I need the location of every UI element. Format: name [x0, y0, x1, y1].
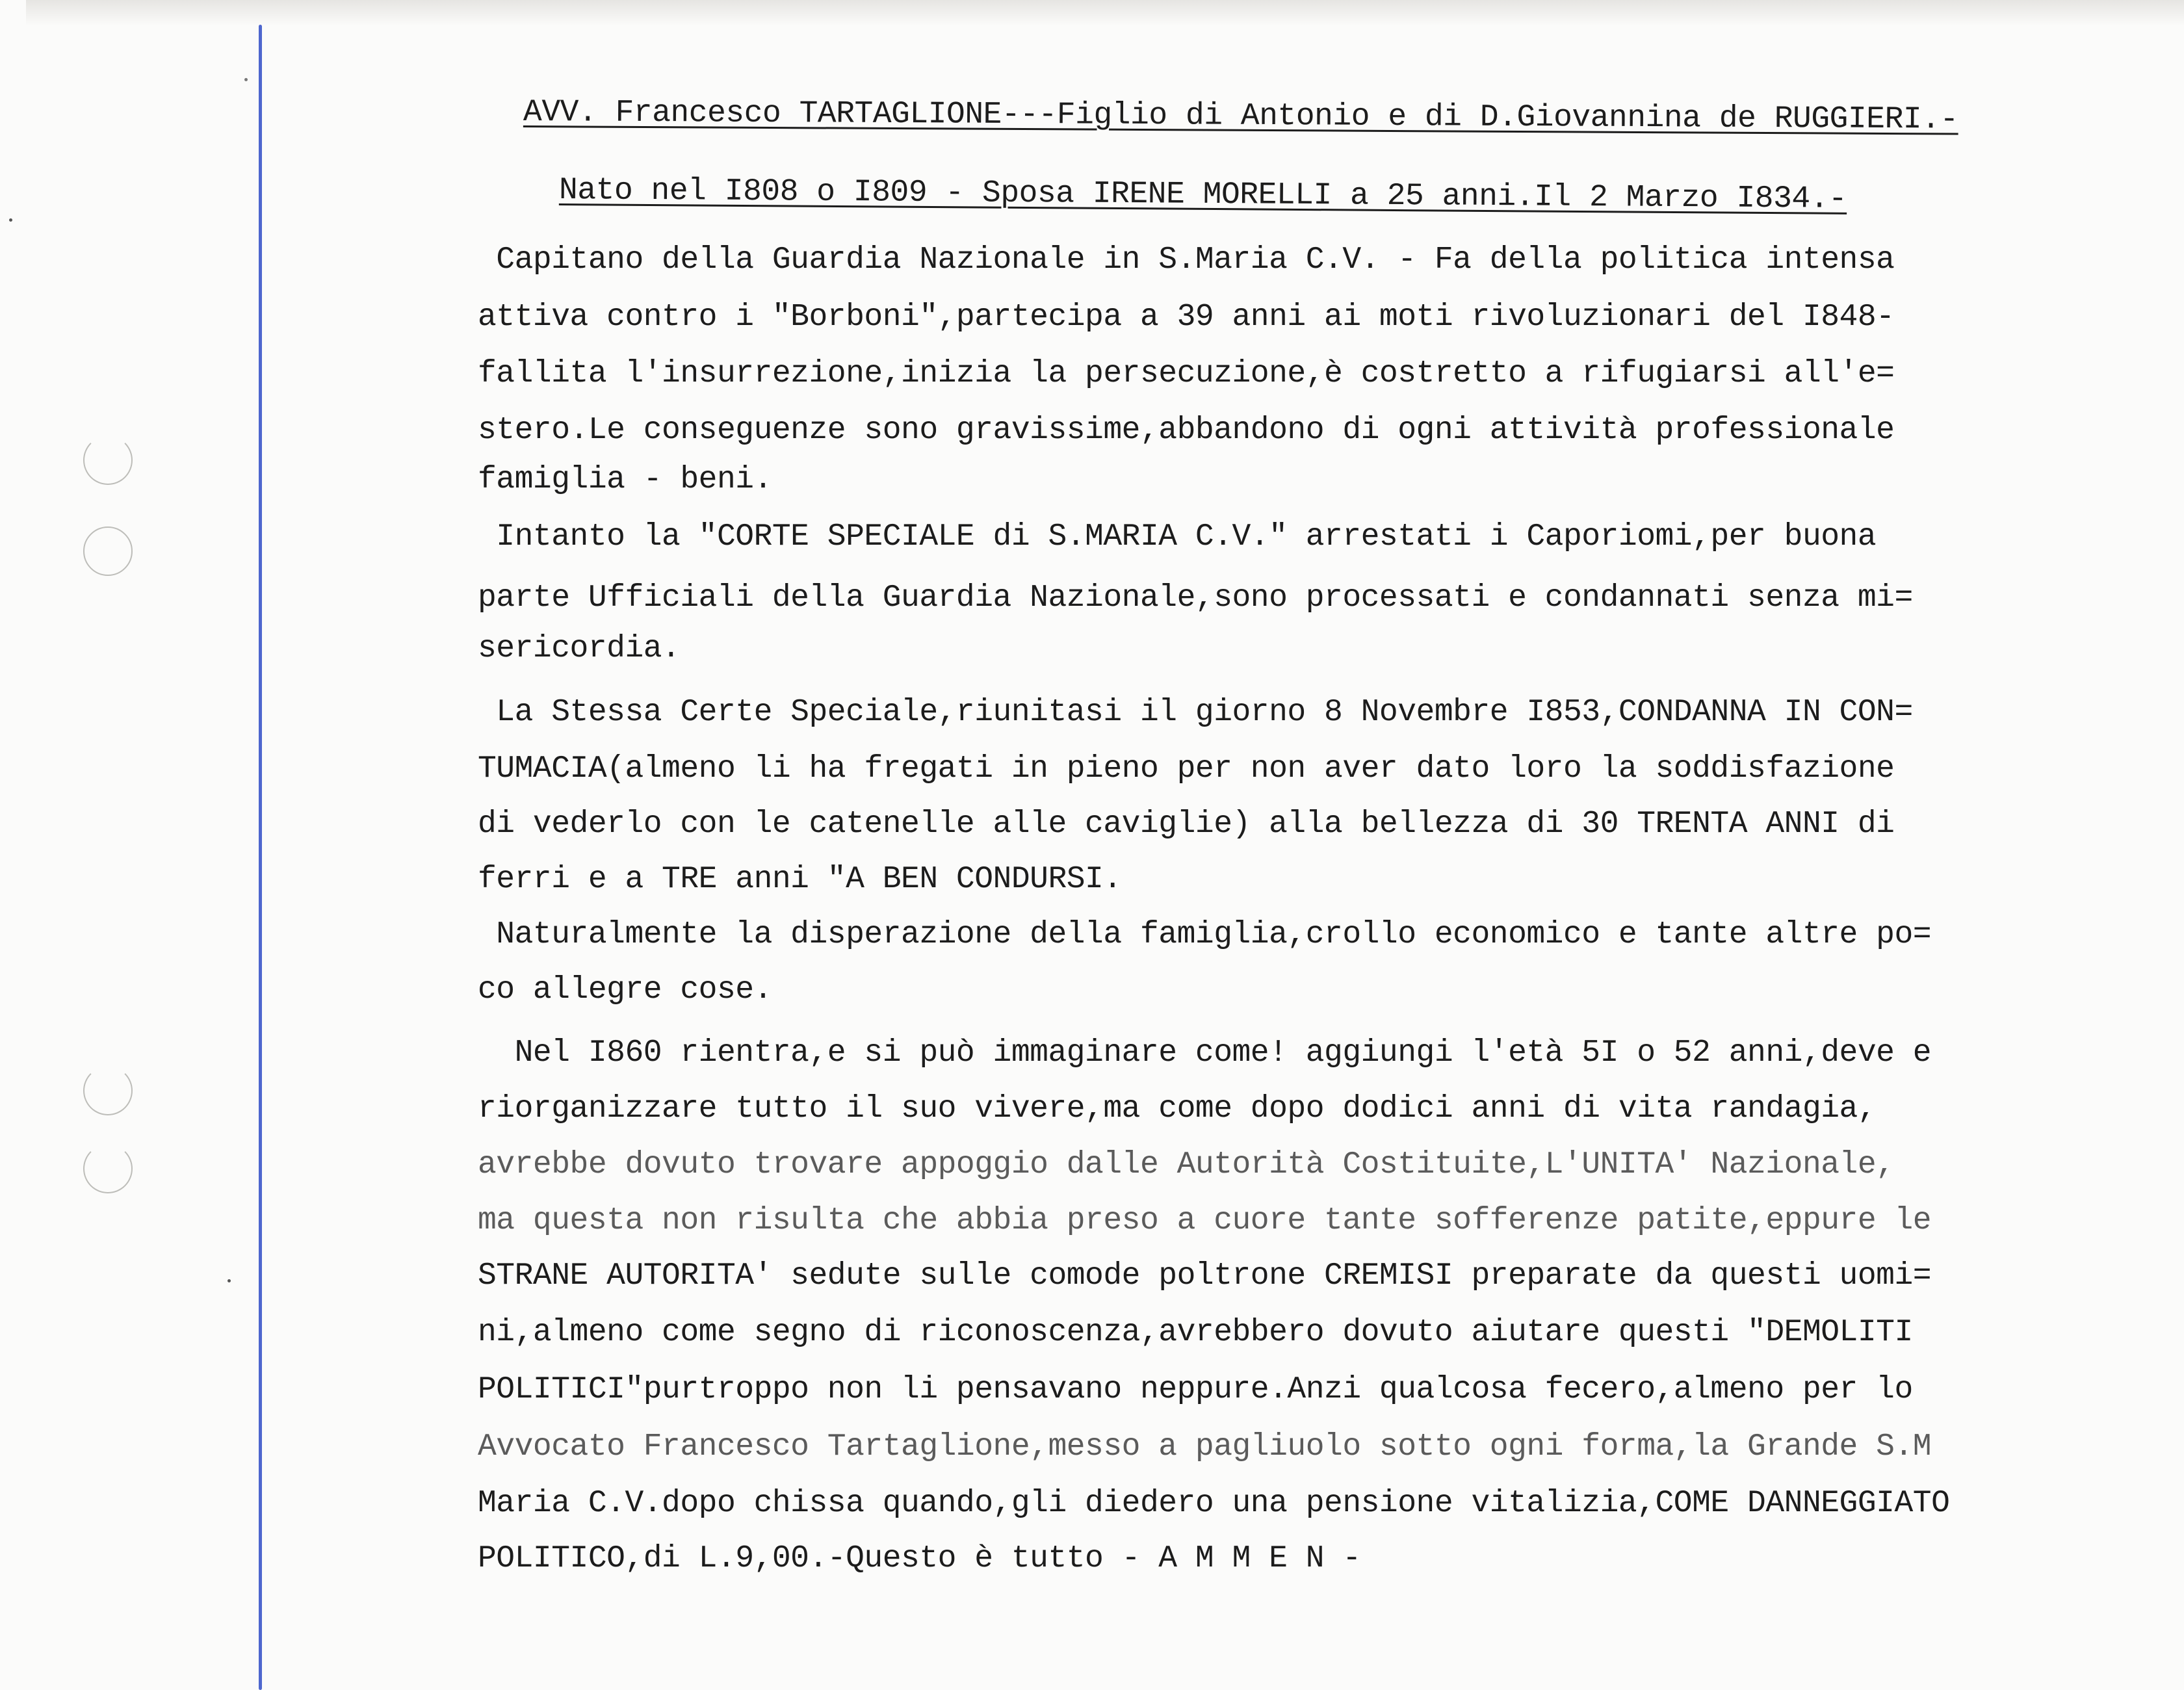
body-line: co allegre cose.: [478, 972, 772, 1008]
body-line: ni,almeno come segno di riconoscenza,avrebbero dovuto aiutare questi "DEMOLITI: [478, 1315, 1913, 1350]
header-line-1: AVV. Francesco TARTAGLIONE---Figlio di Antonio e di D.Giovannina de RUGGIERI.-: [523, 95, 1958, 138]
margin-line: [259, 25, 262, 1690]
body-line: La Stessa Certe Speciale,riunitasi il giorno 8 Novembre I853,CONDANNA IN CON=: [478, 695, 1913, 730]
body-line: Nel I860 rientra,e si può immaginare come! aggiungi l'età 5I o 52 anni,deve e: [478, 1035, 1932, 1071]
body-line: Intanto la "CORTE SPECIALE di S.MARIA C.V." arrestati i Caporiomi,per buona: [478, 519, 1877, 554]
body-line: Naturalmente la disperazione della famiglia,crollo economico e tante altre po=: [478, 917, 1932, 952]
punch-hole-icon: [83, 1066, 133, 1115]
page-top-edge: [26, 0, 2184, 26]
punch-hole-icon: [83, 1144, 133, 1193]
body-line: parte Ufficiali della Guardia Nazionale,sono processati e condannati senza mi=: [478, 580, 1913, 616]
body-line: Avvocato Francesco Tartaglione,messo a pagliuolo sotto ogni forma,la Grande S.M: [478, 1429, 1932, 1464]
body-line: sericordia.: [478, 631, 681, 666]
body-line: POLITICO,di L.9,00.-Questo è tutto - A M M E N -: [478, 1541, 1361, 1576]
body-line: TUMACIA(almeno li ha fregati in pieno per non aver dato loro la soddisfazione: [478, 751, 1895, 786]
body-line: avrebbe dovuto trovare appoggio dalle Autorità Costituite,L'UNITA' Nazionale,: [478, 1147, 1895, 1182]
ink-speck: [244, 78, 248, 81]
body-line: stero.Le conseguenze sono gravissime,abbandono di ogni attività professionale: [478, 413, 1895, 448]
body-line: di vederlo con le catenelle alle caviglie) alla bellezza di 30 TRENTA ANNI di: [478, 807, 1895, 842]
punch-hole-icon: [83, 436, 133, 485]
body-line: famiglia - beni.: [478, 462, 772, 497]
ink-speck: [228, 1279, 231, 1282]
body-line: attiva contro i "Borboni",partecipa a 39 anni ai moti rivoluzionari del I848-: [478, 300, 1895, 335]
body-line: POLITICI"purtroppo non li pensavano neppure.Anzi qualcosa fecero,almeno per lo: [478, 1372, 1913, 1407]
body-line: riorganizzare tutto il suo vivere,ma come dopo dodici anni di vita randagia,: [478, 1091, 1877, 1126]
body-line: Capitano della Guardia Nazionale in S.Maria C.V. - Fa della politica intensa: [478, 242, 1895, 278]
body-line: fallita l'insurrezione,inizia la persecuzione,è costretto a rifugiarsi all'e=: [478, 356, 1895, 391]
header-line-2: Nato nel I808 o I809 - Sposa IRENE MORELLI a 25 anni.Il 2 Marzo I834.-: [558, 173, 1847, 217]
body-line: STRANE AUTORITA' sedute sulle comode poltrone CREMISI preparate da questi uomi=: [478, 1258, 1932, 1294]
body-line: ferri e a TRE anni "A BEN CONDURSI.: [478, 862, 1122, 897]
body-line: ma questa non risulta che abbia preso a cuore tante sofferenze patite,eppure le: [478, 1203, 1932, 1238]
punch-hole-icon: [83, 526, 133, 576]
ink-speck: [9, 218, 12, 222]
body-line: Maria C.V.dopo chissa quando,gli diedero una pensione vitalizia,COME DANNEGGIATO: [478, 1486, 1950, 1521]
